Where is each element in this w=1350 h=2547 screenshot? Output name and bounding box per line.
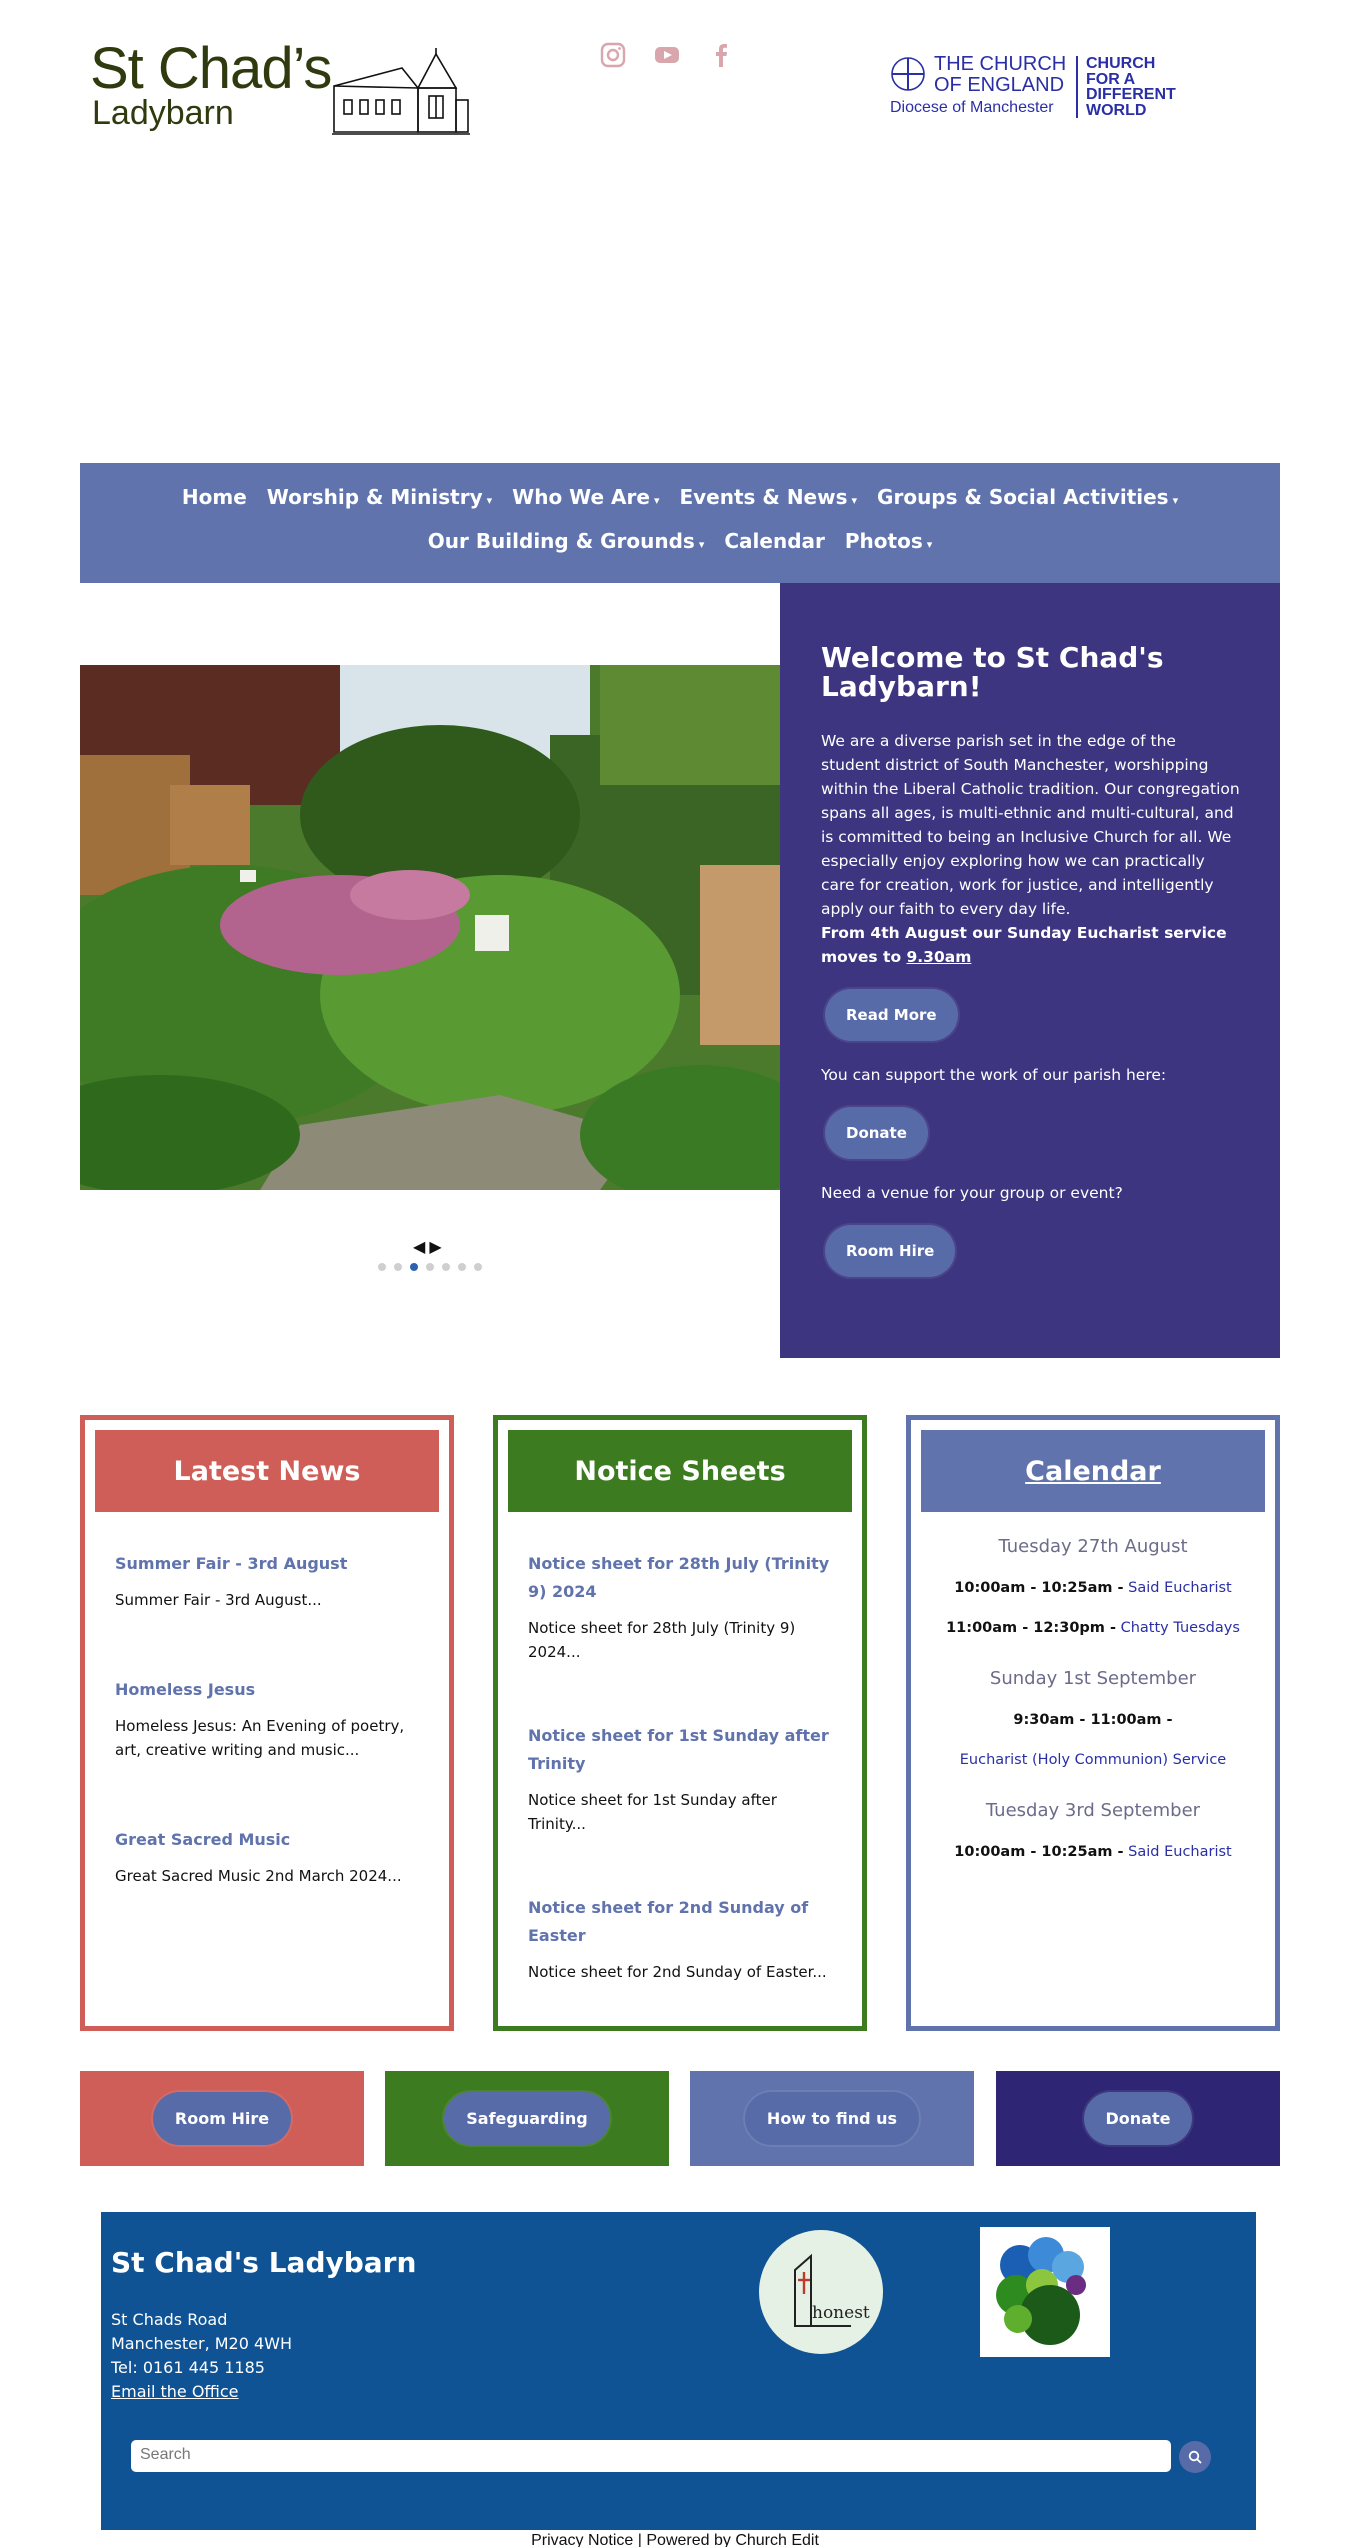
nav-label: Our Building & Grounds bbox=[427, 529, 695, 553]
coe-tagline bbox=[1086, 56, 1176, 118]
latest-news-card bbox=[80, 1415, 454, 2031]
news-item bbox=[115, 1550, 419, 1612]
slider-dot[interactable] bbox=[474, 1263, 482, 1271]
coe-name-line2: OF ENGLAND bbox=[934, 74, 1065, 96]
nav-item-photos[interactable] bbox=[845, 529, 932, 553]
notice-item-text: Notice sheet for 28th July (Trinity 9) 2024... bbox=[528, 1619, 796, 1661]
nav-item-home[interactable] bbox=[182, 485, 247, 509]
search-icon bbox=[1188, 2450, 1202, 2464]
facebook-icon[interactable] bbox=[708, 42, 734, 68]
news-item-title[interactable]: Great Sacred Music bbox=[115, 1830, 291, 1849]
notice-item bbox=[528, 1550, 832, 1664]
notice-item-text: Notice sheet for 2nd Sunday of Easter... bbox=[528, 1963, 827, 1981]
caret-down-icon: ▾ bbox=[486, 494, 493, 507]
tile-how-to-find-us bbox=[690, 2071, 974, 2166]
news-item bbox=[115, 1826, 419, 1888]
support-text: You can support the work of our parish here: bbox=[821, 1066, 1167, 1084]
calendar-day: Tuesday 3rd September bbox=[985, 1800, 1201, 1821]
logo-title: St Chad’s bbox=[90, 36, 332, 101]
nav-label: Groups & Social Activities bbox=[877, 485, 1169, 509]
nav-label: Worship & Ministry bbox=[266, 485, 483, 509]
news-item-text: Great Sacred Music 2nd March 2024... bbox=[115, 1867, 402, 1885]
notice-prefix: From 4th August our Sunday Eucharist service moves to bbox=[821, 924, 1227, 966]
slider-dots bbox=[378, 1263, 482, 1271]
coe-tag-line2: FOR A bbox=[1086, 70, 1136, 88]
safeguarding-tile-button[interactable]: Safeguarding bbox=[444, 2092, 609, 2145]
church-of-england-logo[interactable] bbox=[890, 53, 1190, 120]
room-hire-button[interactable]: Room Hire bbox=[825, 1225, 955, 1277]
tile-donate bbox=[996, 2071, 1280, 2166]
caret-down-icon: ▾ bbox=[1172, 494, 1179, 507]
honest-label: honest bbox=[812, 2303, 870, 2323]
coe-tag-line3: DIFFERENT bbox=[1086, 86, 1176, 103]
search-input[interactable]: Search bbox=[131, 2440, 1171, 2472]
welcome-title: Welcome to St Chad's Ladybarn! bbox=[821, 641, 1164, 703]
nav-item-events-news[interactable] bbox=[679, 485, 857, 509]
slider-controls bbox=[413, 1237, 446, 1256]
slider-dot[interactable] bbox=[426, 1263, 434, 1271]
calendar-heading-link[interactable]: Calendar bbox=[921, 1430, 1265, 1512]
social-links bbox=[600, 42, 734, 68]
event-time: 9:30am - 11:00am - bbox=[1013, 1712, 1173, 1728]
caret-down-icon: ▾ bbox=[851, 494, 858, 507]
nav-item-groups-social[interactable] bbox=[877, 485, 1178, 509]
coe-tag-line1: CHURCH bbox=[1086, 55, 1156, 72]
event-link[interactable]: Eucharist (Holy Communion) Service bbox=[959, 1752, 1227, 1768]
event-link[interactable]: Chatty Tuesdays bbox=[1120, 1620, 1240, 1636]
nav-label: Events & News bbox=[679, 485, 848, 509]
news-item-title[interactable]: Summer Fair - 3rd August bbox=[115, 1554, 348, 1573]
event-link[interactable]: Said Eucharist bbox=[1128, 1580, 1232, 1596]
how-to-find-us-tile-button[interactable]: How to find us bbox=[745, 2092, 919, 2145]
news-item-title[interactable]: Homeless Jesus bbox=[115, 1680, 256, 1699]
venue-text: Need a venue for your group or event? bbox=[821, 1184, 1123, 1202]
nav-item-worship-ministry[interactable] bbox=[267, 485, 492, 509]
logo-subtitle: Ladybarn bbox=[92, 94, 234, 132]
prev-arrow-icon[interactable]: ◀ bbox=[413, 1237, 430, 1256]
notice-item bbox=[528, 1722, 832, 1836]
nav-item-who-we-are[interactable] bbox=[512, 485, 659, 509]
read-more-button[interactable]: Read More bbox=[825, 989, 958, 1041]
footer-address bbox=[111, 2308, 292, 2404]
event-time: 10:00am - 10:25am - bbox=[954, 1844, 1124, 1860]
footer-bottom-links[interactable]: Privacy Notice | Powered by Church Edit bbox=[531, 2532, 819, 2547]
notice-sheets-heading: Notice Sheets bbox=[508, 1430, 852, 1512]
garden-slide-image bbox=[80, 665, 780, 1190]
latest-news-heading: Latest News bbox=[95, 1430, 439, 1512]
nav-item-calendar[interactable] bbox=[724, 529, 825, 553]
address-line2: Manchester, M20 4WH bbox=[111, 2334, 293, 2353]
church-drawing-icon bbox=[332, 48, 470, 136]
event-time: 11:00am - 12:30pm - bbox=[946, 1620, 1116, 1636]
notice-time-link[interactable]: 9.30am bbox=[906, 948, 972, 966]
calendar-day: Tuesday 27th August bbox=[998, 1536, 1188, 1557]
site-header bbox=[0, 0, 1350, 150]
calendar-event bbox=[921, 1577, 1265, 1599]
eco-church-logo[interactable] bbox=[980, 2227, 1110, 2357]
phone-number: Tel: 0161 445 1185 bbox=[111, 2358, 265, 2377]
slider-dot[interactable] bbox=[458, 1263, 466, 1271]
calendar-event bbox=[921, 1841, 1265, 1863]
event-time: 10:00am - 10:25am - bbox=[954, 1580, 1124, 1596]
search-button[interactable] bbox=[1179, 2441, 1211, 2473]
calendar-event bbox=[921, 1709, 1265, 1771]
caret-down-icon: ▾ bbox=[653, 494, 660, 507]
coe-name-line1: THE CHURCH bbox=[934, 53, 1067, 75]
coe-name bbox=[934, 54, 1066, 96]
donate-button[interactable]: Donate bbox=[825, 1107, 928, 1159]
donate-tile-button[interactable]: Donate bbox=[1084, 2092, 1193, 2145]
nav-item-building-grounds[interactable] bbox=[428, 529, 705, 553]
notice-item-title[interactable]: Notice sheet for 1st Sunday after Trinity bbox=[528, 1726, 829, 1773]
site-logo[interactable] bbox=[90, 36, 480, 140]
news-item-text: Homeless Jesus: An Evening of poetry, art, creative writing and music... bbox=[115, 1717, 405, 1759]
honest-church-logo[interactable] bbox=[759, 2230, 883, 2354]
address-line1: St Chads Road bbox=[111, 2310, 228, 2329]
caret-down-icon: ▾ bbox=[926, 538, 933, 551]
nav-label: Calendar bbox=[724, 529, 825, 553]
notice-item-text: Notice sheet for 1st Sunday after Trinity... bbox=[528, 1791, 777, 1833]
notice-item bbox=[528, 1894, 832, 1984]
calendar-event bbox=[921, 1617, 1265, 1639]
notice-item-title[interactable]: Notice sheet for 2nd Sunday of Easter bbox=[528, 1898, 809, 1945]
nav-row-2 bbox=[80, 529, 1280, 553]
welcome-intro: We are a diverse parish set in the edge of the student district of South Manchester, worshipping within the Liberal Catholic tradition. Our congregation spans all ages, is multi-ethnic and multi-cultural, and is committed to being an Inclusive Church for all. We especially enjoy exploring how we can practically care for creation, work for justice, and intelligently apply our faith to every day life. bbox=[821, 732, 1240, 918]
site-footer bbox=[101, 2212, 1256, 2530]
event-link[interactable]: Said Eucharist bbox=[1128, 1844, 1232, 1860]
room-hire-tile-button[interactable]: Room Hire bbox=[153, 2092, 291, 2145]
diocese-name: Diocese of Manchester bbox=[890, 99, 1054, 116]
slider-dot[interactable] bbox=[442, 1263, 450, 1271]
nav-label: Home bbox=[181, 485, 247, 509]
caret-down-icon: ▾ bbox=[698, 538, 705, 551]
news-item-text: Summer Fair - 3rd August... bbox=[115, 1591, 322, 1609]
nav-label: Photos bbox=[844, 529, 923, 553]
calendar-day: Sunday 1st September bbox=[989, 1668, 1197, 1689]
calendar-list bbox=[921, 1535, 1265, 1863]
tile-safeguarding bbox=[385, 2071, 669, 2166]
instagram-icon[interactable] bbox=[600, 42, 626, 68]
youtube-icon[interactable] bbox=[654, 42, 680, 68]
slider-dot[interactable] bbox=[394, 1263, 402, 1271]
email-office-link[interactable]: Email the Office bbox=[111, 2382, 239, 2401]
calendar-card bbox=[906, 1415, 1280, 2031]
nav-label: Who We Are bbox=[512, 485, 650, 509]
welcome-panel bbox=[780, 583, 1280, 1358]
slider-dot-active[interactable] bbox=[410, 1263, 418, 1271]
main-navigation bbox=[80, 463, 1280, 583]
service-time-notice bbox=[821, 921, 1240, 969]
notice-sheets-card bbox=[493, 1415, 867, 2031]
coe-divider bbox=[1076, 56, 1078, 118]
notice-item-title[interactable]: Notice sheet for 28th July (Trinity 9) 2024 bbox=[528, 1554, 830, 1601]
footer-title: St Chad's Ladybarn bbox=[111, 2246, 417, 2279]
slider-dot[interactable] bbox=[378, 1263, 386, 1271]
nav-row-1 bbox=[80, 485, 1280, 509]
coe-tag-line4: WORLD bbox=[1086, 101, 1147, 119]
next-arrow-icon[interactable]: ▶ bbox=[429, 1237, 446, 1256]
tile-room-hire bbox=[80, 2071, 364, 2166]
news-item bbox=[115, 1676, 419, 1762]
coe-cross-icon bbox=[890, 56, 926, 92]
